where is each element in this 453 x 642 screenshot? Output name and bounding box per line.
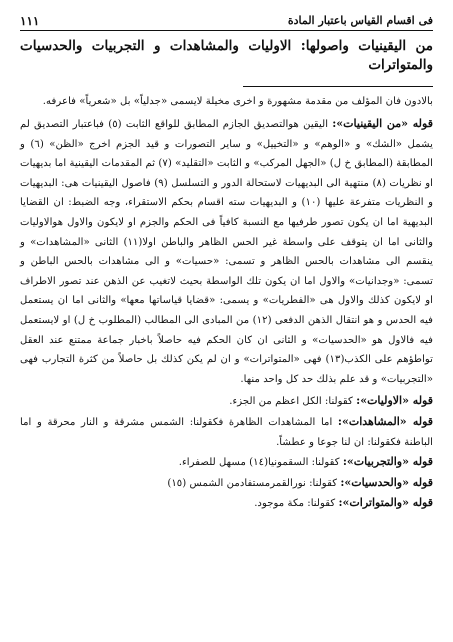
definition-term: قوله «الاوليات»:	[356, 394, 433, 408]
section-lead: قوله «من اليقينيات»:	[332, 117, 433, 130]
definition-item	[20, 493, 433, 514]
definition-text: اما المشاهدات الظاهرة فكقولنا: الشمس مشرقة و النار محرقة و اما الباطنة فكقولنا: ان لنا جوعا و عطشاً.	[20, 416, 433, 448]
section-text: اليقين هوالتصديق الجازم المطابق للواقع الثابت (٥) فباعتبار التصديق لم يشمل «الشك» و «الوهم» و «التخييل» و ساير التصورات و قيد الجزم اخرج «الظن» (٦) و المطابقة (المطابق خ ل) «الجهل المركب» و الثابت «التقليد» (٧) ثم المقدمات اليقينية اما بديهيات او نظريات (٨) منتهية الى البديهيات لاستحالة الدور و التسلسل (٩) فاصول اليقينيات هى: البديهيات و النظريات متفرعة عليها (١٠) و البديهيات سته اقسام بحكم الاستقراء، وجه الضبط: ان القضايا البديهية اما ان يكون تصور طرفيها مع النسبة كافياً فى الحكم والجزم او لايكون والاول هوالاوليات والثانى اما ان يتوقف على واسطة غير الحس الظاهر والباطن اولا(١١) الثانى «المشاهدات» و ينقسم الى مشاهدات بالحس الظاهر و تسمى: «حسيات» و الى مشاهدات بالحس الباطن و تسمى: «وجدانيات» والاول اما ان يكون تلك الواسطة بحيث لاتغيب عن الذهن عند تصور الاطراف او لايكون كذلك والاول هى «الفطريات» و يسمى: «قضايا قياساتها معها» والثانى اما ان يستعمل فيه الحدس و هو انتقال الذهن الدفعى (١٢) من المبادى الى المطالب (المطلوب خ ل) او لايستعمل فيه فالاول هو «الحدسيات» و الثانى ان كان الحكم فيه حاصلاً باخبار جماعة ممتنع عند العقل تواطؤهم على الكذب(١٣) فهى «المتواترات» و ان لم يكن كذلك بل حاصلاً من كثرة التجارب فهى «التجربيات» و قد علم بذلك حد كل واحد منها.	[20, 119, 434, 385]
separator	[20, 75, 433, 93]
definitions-list	[20, 391, 433, 514]
definition-item	[20, 452, 433, 473]
definition-term: قوله «المشاهدات»:	[337, 414, 434, 428]
footnote-text: بالادون فان المؤلف من مقدمة مشهورة و اخرى مخيلة لايسمى «جدلياً» بل «شعرياً» فاعرفه.	[42, 96, 433, 107]
running-head-title: فى اقسام القياس باعتبار المادة	[287, 14, 433, 27]
definition-text: كقولنا: مكة موجود.	[254, 498, 339, 510]
section-heading: من اليقينيات واصولها: الاوليات والمشاهدات و التجربيات والحدسيات والمتواترات	[20, 38, 433, 73]
definition-text: كقولنا: الكل اعظم من الجزء.	[229, 396, 357, 408]
definition-item	[20, 412, 433, 452]
section-paragraph	[20, 114, 433, 389]
running-head	[20, 14, 433, 31]
definition-text: كقولنا: السقمونيا(١٤) مسهل للصفراء.	[178, 457, 343, 469]
definition-term: قوله «والحدسيات»:	[340, 475, 433, 489]
definition-term: قوله «والمتواترات»:	[338, 496, 433, 510]
definition-item	[20, 391, 433, 412]
definition-term: قوله «والتجربيات»:	[342, 455, 433, 469]
page-number: ١١١	[20, 14, 40, 28]
definition-text: كقولنا: نورالقمرمستفادمن الشمس (١٥)	[167, 477, 341, 489]
definition-item	[20, 473, 433, 494]
